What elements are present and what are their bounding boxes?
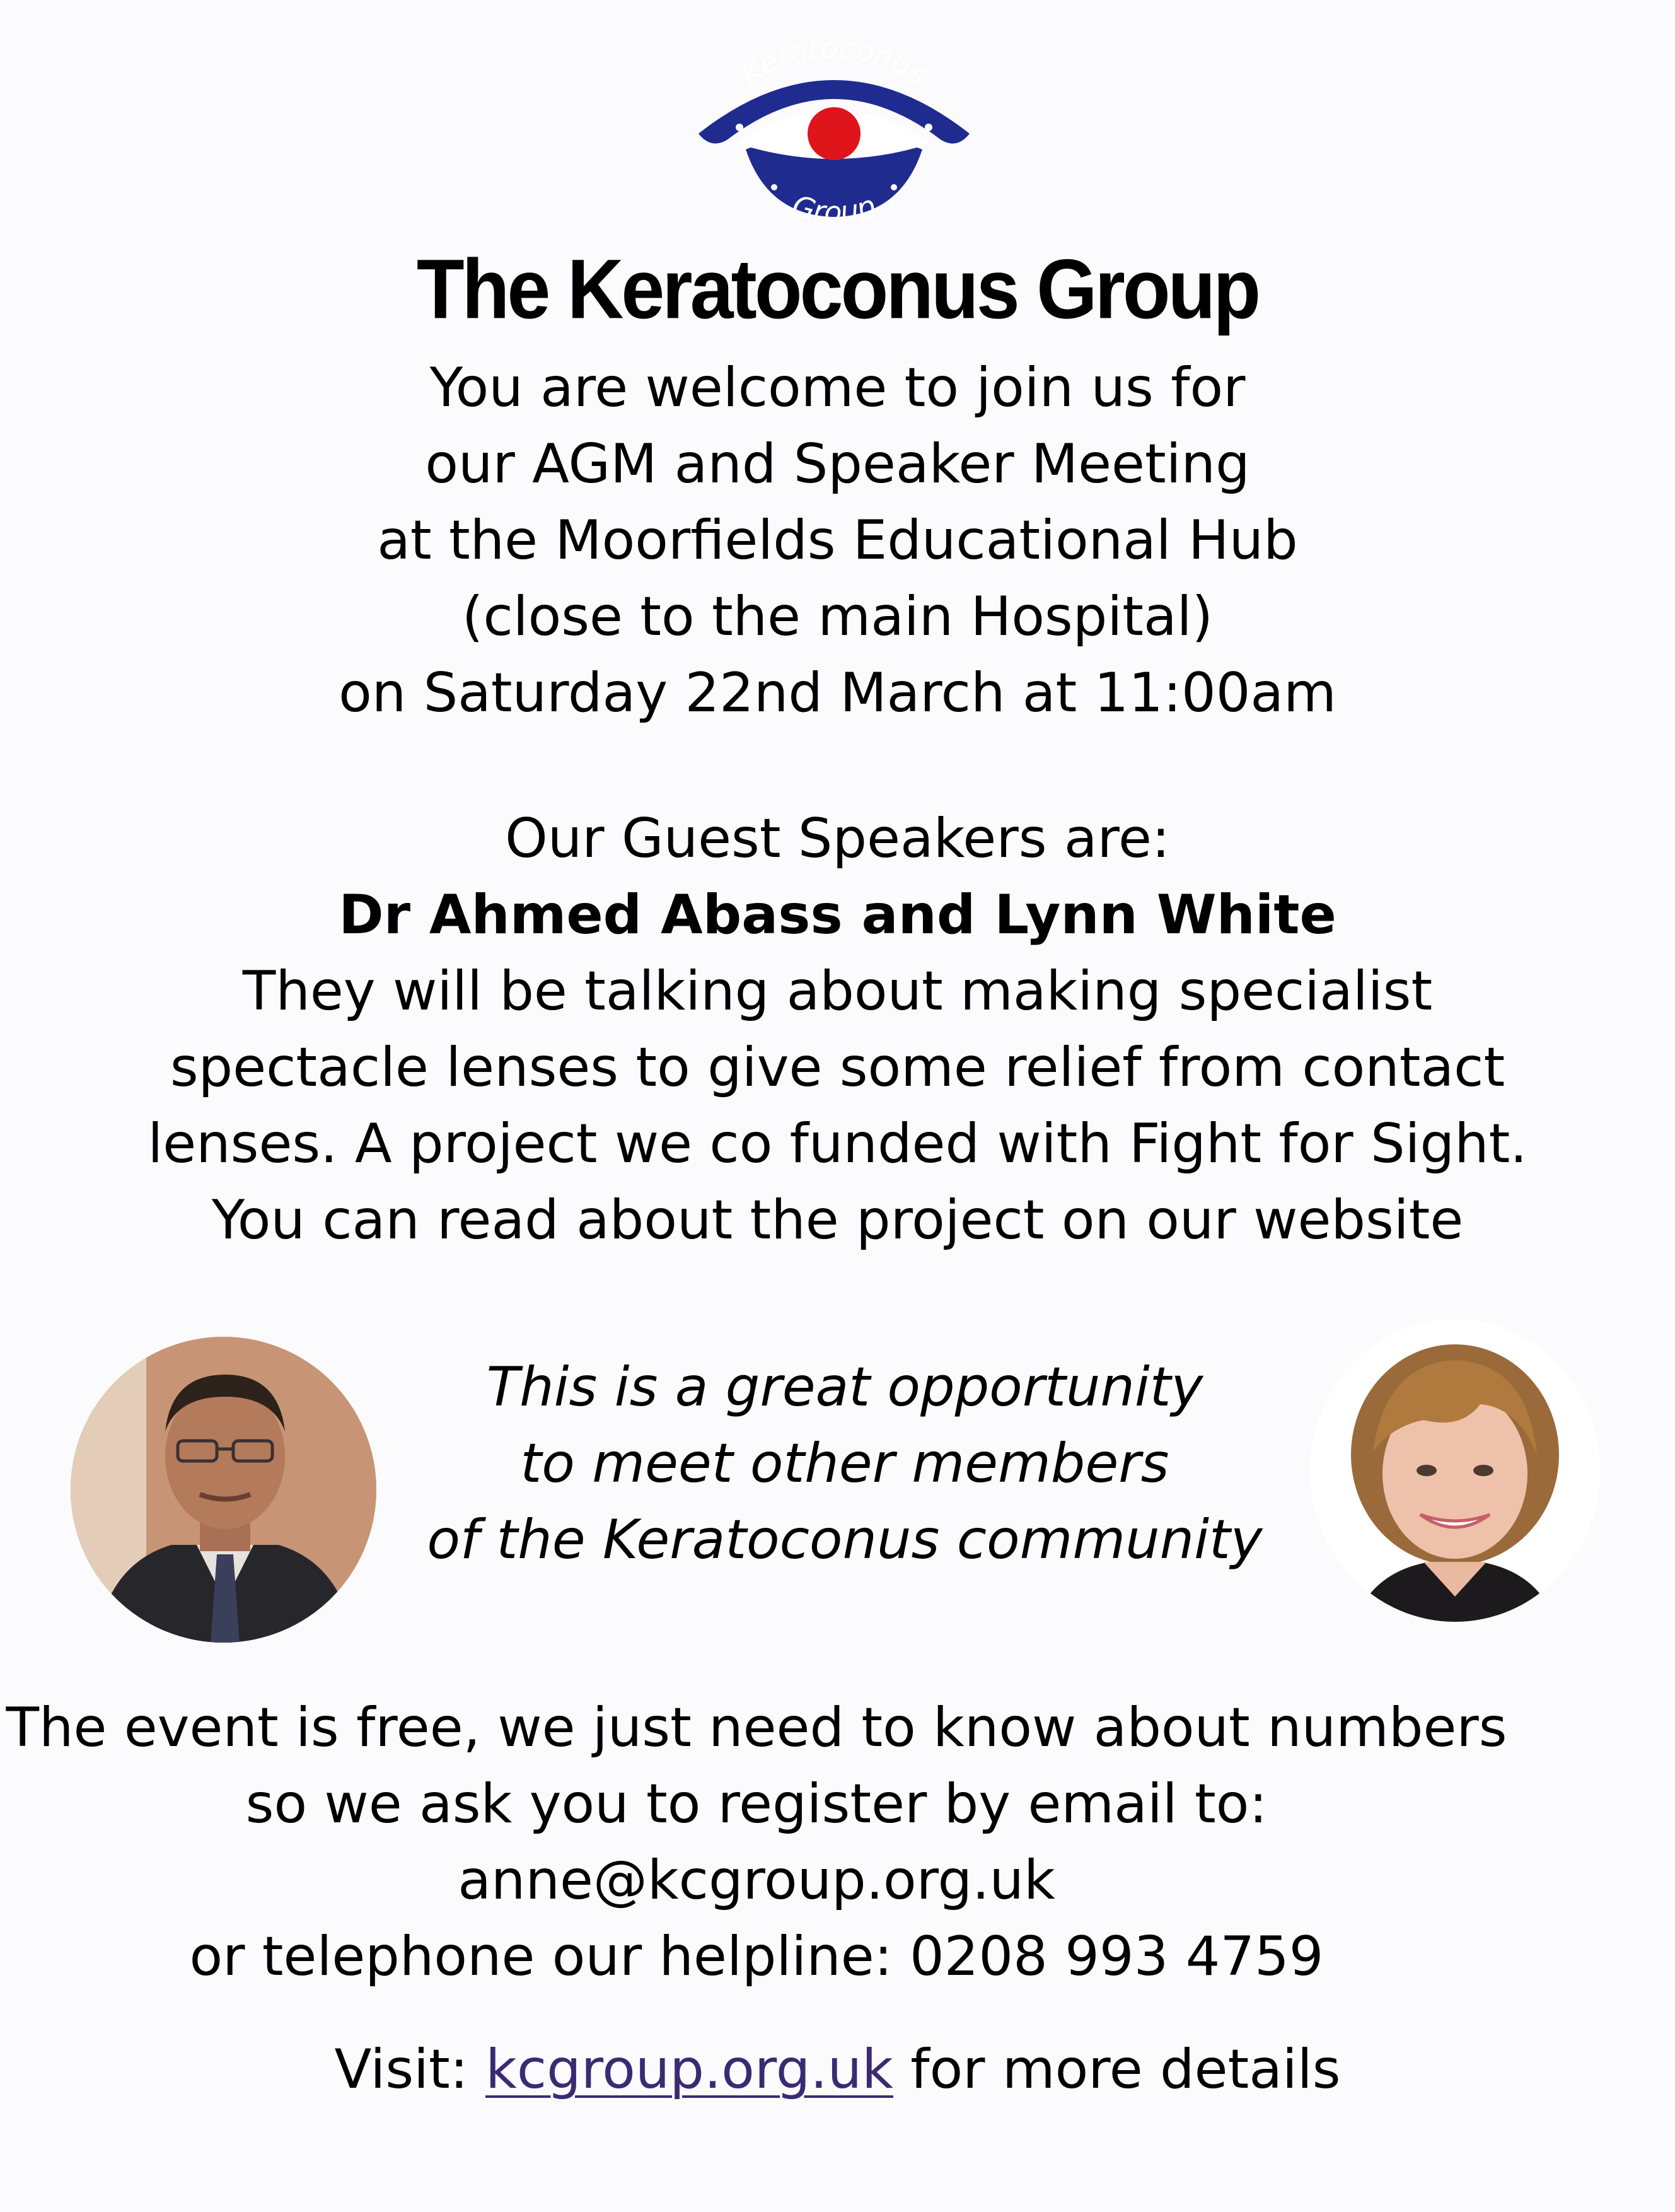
- visit-suffix: for more details: [893, 2038, 1341, 2101]
- page-title: The Keratoconus Group: [416, 242, 1259, 337]
- speakers-intro: Our Guest Speakers are:: [505, 807, 1170, 870]
- welcome-line: at the Moorfields Educational Hub: [377, 509, 1298, 572]
- logo-bottom-text: Group: [788, 188, 880, 222]
- welcome-line: our AGM and Speaker Meeting: [425, 433, 1250, 496]
- keratoconus-group-logo: [692, 39, 976, 222]
- opportunity-line: to meet other members: [520, 1432, 1169, 1495]
- welcome-line: on Saturday 22nd March at 11:00am: [339, 661, 1336, 725]
- opportunity-line: This is a great opportunity: [486, 1356, 1203, 1419]
- speaker-description-line: They will be talking about making specialist: [242, 960, 1433, 1023]
- speaker-names: Dr Ahmed Abass and Lynn White: [339, 883, 1336, 946]
- welcome-line: (close to the main Hospital): [461, 585, 1214, 648]
- register-line: The event is free, we just need to know about numbers: [6, 1696, 1507, 1759]
- visit-line: [0, 2038, 1675, 2101]
- speaker-description-line: lenses. A project we co funded with Fight for Sight.: [148, 1112, 1527, 1175]
- register-line: so we ask you to register by email to:: [245, 1773, 1268, 1836]
- logo-top-text: Keratoconus: [734, 39, 934, 92]
- speaker-photo-lynn-white: [1310, 1319, 1600, 1622]
- register-phone-line: or telephone our helpline: 0208 993 4759: [189, 1925, 1324, 1988]
- visit-prefix: Visit:: [334, 2038, 486, 2101]
- website-link[interactable]: kcgroup.org.uk: [485, 2038, 893, 2101]
- speaker-description-line: spectacle lenses to give some relief from contact: [170, 1036, 1505, 1099]
- opportunity-text: [378, 1349, 1311, 1578]
- opportunity-line: of the Keratoconus community: [427, 1508, 1263, 1571]
- speakers-section: [0, 801, 1675, 1259]
- welcome-text: [0, 350, 1675, 731]
- speaker-description-line: You can read about the project on our website: [211, 1189, 1464, 1252]
- registration-info: [0, 1690, 1513, 1995]
- welcome-line: You are welcome to join us for: [429, 356, 1246, 419]
- speaker-photo-ahmed-abass: [71, 1337, 376, 1643]
- register-email[interactable]: anne@kcgroup.org.uk: [458, 1849, 1055, 1912]
